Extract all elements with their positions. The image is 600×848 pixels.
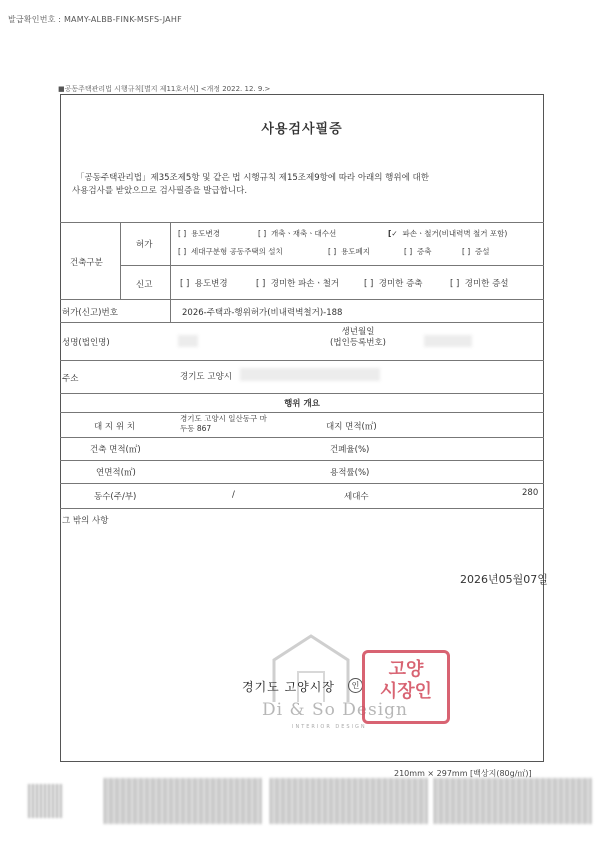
redacted-birth-date [424, 335, 472, 347]
watermark-subtext: INTERIOR DESIGN [292, 724, 367, 730]
rule [60, 460, 544, 461]
checkbox-report-minor-extension: [ ] 경미한 증축 [364, 279, 423, 289]
barcode-1 [104, 778, 262, 824]
preamble-line-1: 「공동주택관리법」제35조제5항 및 같은 법 시행규칙 제15조제9항에 따라 아래의 행위에 대한 [76, 173, 429, 183]
barcode-2 [270, 778, 428, 824]
rule [170, 299, 171, 322]
checkbox-reconstruction: [ ] 개축ㆍ재축ㆍ대수선 [258, 229, 337, 238]
households-label: 세대수 [344, 492, 369, 502]
form-reference: ■공동주택관리법 시행규칙[별지 제11호서식] <개정 2022. 12. 9.> [58, 85, 271, 93]
rule [60, 222, 544, 223]
far-label: 용적률(%) [330, 468, 370, 478]
issue-confirmation-number: 발급확인번호 : MAMY-ALBB-FINK-MSFS-JAHF [8, 15, 182, 24]
issue-date: 2026년05월07일 [460, 573, 548, 586]
site-area-label: 대지 면적(㎡) [326, 422, 377, 432]
document-title: 사용검사필증 [261, 122, 343, 137]
rule [60, 360, 544, 361]
name-label: 성명(법인명) [62, 338, 110, 348]
rule [60, 393, 544, 394]
buildings-value: / [232, 490, 235, 500]
rule [60, 483, 544, 484]
site-location-value: 경기도 고양시 일산동구 마 두동 867 [180, 414, 267, 433]
report-label: 신고 [136, 280, 153, 290]
watermark-text: Di & So Design [262, 700, 408, 720]
building-category-label: 건축구분 [70, 258, 103, 268]
rule [60, 299, 544, 300]
overview-heading: 행위 개요 [284, 399, 320, 409]
redacted-address [240, 368, 380, 381]
redacted-name [178, 335, 198, 347]
permit-number-label: 허가(신고)번호 [62, 308, 118, 318]
other-notes-label: 그 밖의 사항 [62, 516, 109, 526]
qr-code [28, 784, 62, 818]
checkbox-use-change: [ ] 용도변경 [178, 229, 221, 238]
rule [60, 508, 544, 509]
paper-size: 210mm × 297mm [백상지(80g/㎡)] [394, 769, 532, 778]
rule [120, 265, 544, 266]
seal-mark: 인 [348, 678, 363, 693]
households-value: 280 [522, 488, 539, 498]
checkbox-report-minor-demolition: [ ] 경미한 파손ㆍ철거 [256, 279, 340, 289]
checkbox-extension: [ ] 증축 [404, 247, 432, 256]
permit-number-value: 2026-주택과-행위허가(비내력벽철거)-188 [182, 308, 343, 318]
site-location-label: 대 지 위 치 [94, 422, 135, 432]
issuer-name: 경기도 고양시장 [242, 680, 335, 694]
permit-label: 허가 [136, 240, 153, 250]
rule [170, 222, 171, 299]
floor-area-label: 연면적(㎡) [96, 468, 136, 478]
address-label: 주소 [62, 374, 79, 384]
rule [60, 437, 544, 438]
address-value: 경기도 고양시 [180, 372, 232, 382]
building-area-label: 건축 면적(㎡) [90, 445, 141, 455]
coverage-label: 건폐율(%) [330, 445, 370, 455]
buildings-label: 동수(주/부) [94, 492, 137, 502]
checkbox-demolition-checked: [✓ 파손ㆍ철거(비내력벽 철거 포함) [388, 229, 508, 238]
official-seal-stamp: 고양 시장인 [362, 650, 450, 724]
rule [120, 222, 121, 299]
preamble-line-2: 사용검사를 받았으므로 검사필증을 발급합니다. [72, 186, 248, 196]
checkbox-report-use-change: [ ] 용도변경 [180, 279, 228, 289]
barcode-3 [434, 778, 592, 824]
birth-date-label: 생년월일 (법인등록번호) [330, 327, 386, 348]
preamble [72, 172, 512, 198]
rule [60, 322, 544, 323]
checkbox-addition: [ ] 증설 [462, 247, 490, 256]
rule [60, 412, 544, 413]
checkbox-use-abolish: [ ] 용도폐지 [328, 247, 371, 256]
checkbox-household-split: [ ] 세대구분형 공동주택의 설치 [178, 247, 283, 256]
checkbox-report-minor-addition: [ ] 경미한 증설 [450, 279, 509, 289]
